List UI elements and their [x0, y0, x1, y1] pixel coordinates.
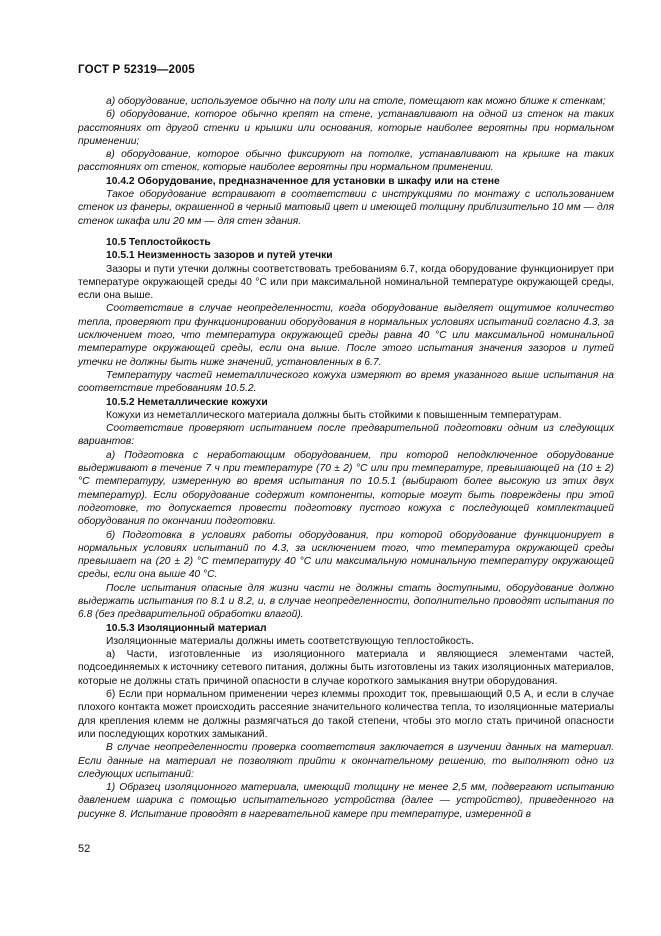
page-number: 52 [78, 843, 91, 855]
section-heading: 10.5 Теплостойкость [106, 236, 211, 248]
paragraph: Температуру частей неметаллического кожуха измеряют во время указанного выше испытания на соответствие требованиям 10.5.2. [78, 369, 614, 395]
section-heading: 10.5.1 Неизменность зазоров и путей утечки [106, 250, 333, 262]
paragraph: а) Подготовка с неработающим оборудованием, при которой неподключенное оборудование выдерживают в течение 7 ч при температуре (70 ± 2) °С или при температуре, превышающей на (10 ± 2) °С температуру, измеренную во время испытания по 10.5.1 (выбирают более высокую из этих двух температур). Если оборудование содержит компоненты, которые могут быть повреждены при этой подготовке, то допускается провести подготовку пустого кожуха с последующей комплектацией оборудования по окончании подготовки. [78, 449, 614, 528]
paragraph: в) оборудование, которое обычно фиксируют на потолке, устанавливают на крышке на таких расстояниях от стенок, которые наиболее вероятны при нормальном применении. [78, 149, 614, 174]
paragraph: б) оборудование, которое обычно крепят на стене, устанавливают на одной из стенок на таких расстояниях от другой стенки и крышки или основания, которые наиболее вероятны при нормальном применении; [78, 109, 614, 147]
paragraph: б) Если при нормальном применении через клеммы проходит ток, превышающий 0,5 А, и если в случае плохого контакта может происходить рассеяние значительного количества тепла, то изоляционные материалы для крепления клемм не должны размягчаться до такой степени, чтобы это могло стать причиной опасности или последующих коротких замыканий. [78, 689, 614, 740]
paragraph: В случае неопределенности проверка соответствия заключается в изучении данных на материал. Если данные на материал не позволяют прийти к окончательному решению, то выполняют одно из следующих испытаний: [78, 742, 614, 780]
section-heading: 10.5.3 Изоляционный материал [106, 622, 267, 634]
paragraph: а) оборудование, используемое обычно на полу или на столе, помещают как можно ближе к стенкам; [106, 96, 606, 107]
document-body [78, 95, 614, 821]
paragraph: Такое оборудование встраивают в соответствии с инструкциями по монтажу с использованием стенок из фанеры, окрашенной в черный матовый цвет и имеющей толщину приблизительно 10 мм — для стенок шкафа или 20 мм — для стен здания. [78, 189, 614, 227]
paragraph: Изоляционные материалы должны иметь соответствующую теплостойкость. [106, 635, 474, 647]
document-header: ГОСТ Р 52319—2005 [78, 64, 195, 76]
paragraph: Зазоры и пути утечки должны соответствовать требованиям 6.7, когда оборудование функционирует при температуре окружающей среды 40 °С или при максимальной номинальной температуре окружающей среды, если она выше. [78, 263, 614, 302]
paragraph: Соответствие проверяют испытанием после предварительной подготовки одним из следующих вариантов: [78, 423, 614, 448]
paragraph: Соответствие в случае неопределенности, когда оборудование выделяет ощутимое количество тепла, проверяют при функционировании оборудования в нормальных условиях испытаний согласно 4.3, за исключением того, что температура окружающей среды равна 40 °С или максимальной номинальной температуре окружающей среды, если она выше. После этого испытания значения зазоров и путей утечки не должны быть ниже значений, установленных в 6.7. [78, 303, 614, 368]
section-heading: 10.5.2 Неметаллические кожухи [106, 396, 268, 408]
paragraph: б) Подготовка в условиях работы оборудования, при которой оборудование функционирует в нормальных условиях испытаний по 4.3, за исключением того, что температура окружающей среды превышает на (20 ± 2) °С температуру 40 °С или максимальную номинальную температуру окружающей среды, если она выше 40 °С. [78, 529, 614, 581]
paragraph: а) Части, изготовленные из изоляционного материала и являющиеся элементами частей, подсоединяемых к источнику сетевого питания, должны быть изготовлены из таких изоляционных материалов, которые не должны стать причиной опасности в случае короткого замыкания внутри оборудования. [78, 649, 614, 687]
paragraph: Кожухи из неметаллического материала должны быть стойкими к повышенным температурам. [106, 409, 562, 421]
section-heading: 10.4.2 Оборудование, предназначенное для установки в шкафу или на стене [106, 175, 500, 187]
paragraph: 1) Образец изоляционного материала, имеющий толщину не менее 2,5 мм, подвергают испытанию давлением шарика с помощью испытательного устройства (далее — устройство), приведенного на рисунке 8. Испытание проводят в нагревательной камере при температуре, измеренной в [78, 782, 614, 820]
paragraph: После испытания опасные для жизни части не должны стать доступными, оборудование должно выдержать испытания по 8.1 и 8.2, и, в случае неопределенности, дополнительно проводят испытания по 6.8 (без предварительной обработки влагой). [78, 582, 614, 621]
